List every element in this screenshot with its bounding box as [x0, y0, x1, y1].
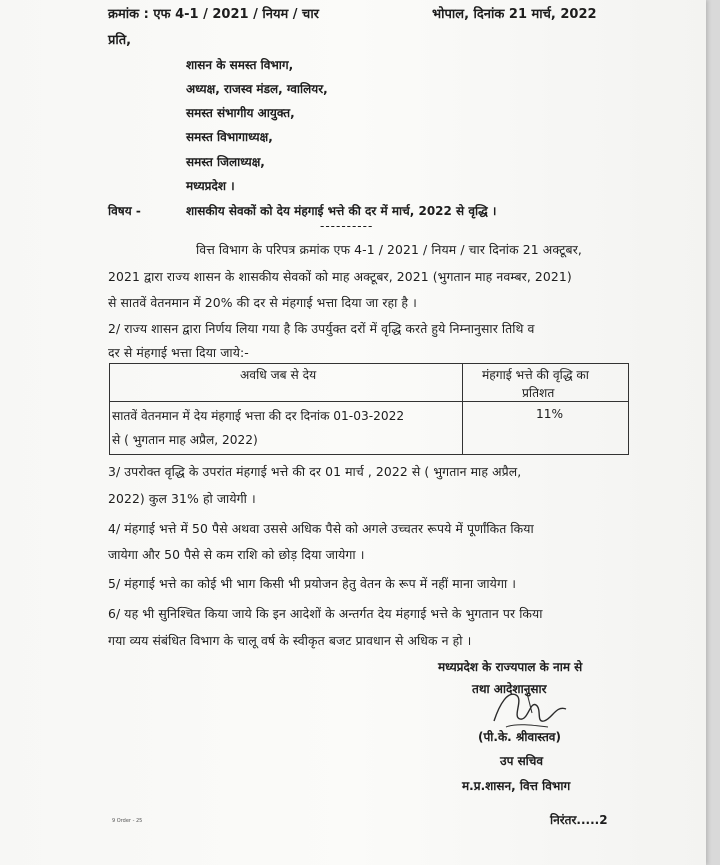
allowance-table: [109, 363, 629, 455]
paragraph-line: 6/ यह भी सुनिश्चित किया जाये कि इन आदेशों के अन्तर्गत देय मंहगाई भत्ते के भुगतान पर किया: [108, 606, 543, 621]
table-header: अवधि जब से देय: [240, 368, 317, 382]
addressee-line: समस्त जिलाध्यक्ष,: [186, 155, 265, 169]
paragraph-line: 4/ मंहगाई भत्ते में 50 पैसे अथवा उससे अधिक पैसे को अगले उच्चतर रूपये में पूर्णांकित किया: [108, 521, 534, 536]
paragraph-line: 2/ राज्य शासन द्वारा निर्णय लिया गया है कि उपर्युक्त दरों में वृद्धि करते हुये निम्नानुसार तिथि व: [108, 321, 535, 336]
paragraph-line: 3/ उपरोक्त वृद्धि के उपरांत मंहगाई भत्ते की दर 01 मार्च , 2022 से ( भुगतान माह अप्रैल,: [108, 464, 522, 479]
paragraph-line: से सातवें वेतनमान में 20% की दर से मंहगाई भत्ता दिया जा रहा है ।: [108, 295, 417, 310]
paragraph-line: गया व्यय संबंधित विभाग के चालू वर्ष के स्वीकृत बजट प्रावधान से अधिक न हो ।: [108, 633, 472, 648]
signatory-name: (पी.के. श्रीवास्तव): [478, 730, 561, 744]
subject-label: विषय -: [108, 204, 141, 218]
reference-number: क्रमांक : एफ 4-1 / 2021 / नियम / चार: [108, 7, 319, 22]
signature-image: [486, 683, 576, 733]
paragraph-line: जायेगा और 50 पैसे से कम राशि को छोड़ दिया जायेगा ।: [108, 547, 365, 562]
paragraph-line: 2021 द्वारा राज्य शासन के शासकीय सेवकों को माह अक्टूबर, 2021 (भुगतान माह नवम्बर, 2021): [108, 269, 572, 284]
paragraph-line: 2022) कुल 31% हो जायेगी ।: [108, 491, 256, 506]
table-cell: 11%: [536, 407, 564, 421]
separator-dashes: ----------: [320, 219, 374, 233]
addressee-line: समस्त संभागीय आयुक्त,: [186, 106, 295, 120]
table-divider: [462, 364, 463, 454]
continued-marker: निरंतर.....2: [550, 813, 608, 827]
signatory-department: म.प्र.शासन, वित्त विभाग: [462, 779, 571, 793]
subject-text: शासकीय सेवकों को देय मंहगाई भत्ते की दर में मार्च, 2022 से वृद्धि ।: [186, 204, 497, 218]
table-header: मंहगाई भत्ते की वृद्धि का: [482, 368, 589, 382]
addressee-line: अध्यक्ष, राजस्व मंडल, ग्वालियर,: [186, 82, 328, 96]
paragraph-line: दर से मंहगाई भत्ता दिया जाये:-: [108, 345, 249, 360]
addressee-line: मध्यप्रदेश ।: [186, 179, 235, 193]
table-divider: [110, 401, 628, 402]
paragraph-line: 5/ मंहगाई भत्ते का कोई भी भाग किसी भी प्रयोजन हेतु वेतन के रूप में नहीं माना जायेगा ।: [108, 576, 517, 591]
place-date: भोपाल, दिनांक 21 मार्च, 2022: [432, 7, 597, 22]
table-cell: से ( भुगतान माह अप्रैल, 2022): [112, 433, 258, 447]
closing-line: मध्यप्रदेश के राज्यपाल के नाम से: [438, 660, 583, 674]
table-cell: सातवें वेतनमान में देय मंहगाई भत्ता की दर दिनांक 01-03-2022: [112, 409, 405, 423]
paragraph-line: वित्त विभाग के परिपत्र क्रमांक एफ 4-1 / 2021 / नियम / चार दिनांक 21 अक्टूबर,: [196, 242, 582, 257]
to-label: प्रति,: [108, 33, 132, 48]
table-header: प्रतिशत: [522, 386, 555, 400]
signatory-designation: उप सचिव: [500, 754, 544, 768]
addressee-line: शासन के समस्त विभाग,: [186, 58, 294, 72]
print-footnote: 9 Order - 25: [112, 818, 143, 824]
addressee-line: समस्त विभागाध्यक्ष,: [186, 130, 273, 144]
closing-line: तथा आदेशानुसार: [472, 682, 547, 696]
